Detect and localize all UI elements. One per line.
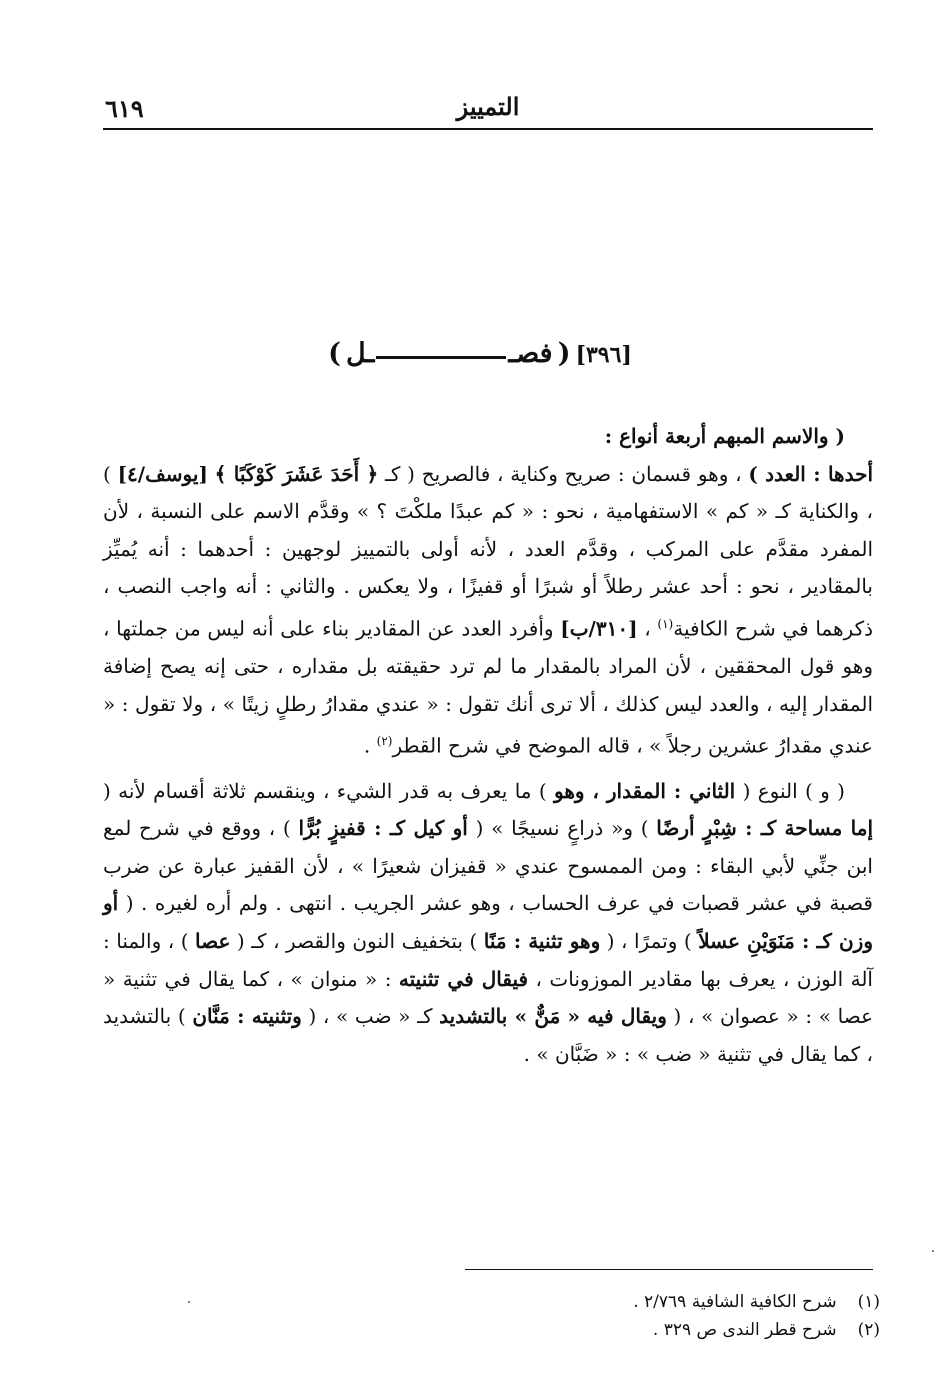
page-number: ٦١٩: [105, 94, 144, 123]
section-heading: [200, 338, 760, 398]
text-run: ) وتمرًا ، (: [600, 929, 699, 954]
footnote-number: (١): [857, 1292, 880, 1312]
footnote-ref-1[interactable]: (١): [657, 616, 674, 631]
main-text: [103, 418, 873, 1073]
text-run: ) ، والمنا : آلة الوزن ، يعرف بها مقادير الموزونات ،: [103, 929, 873, 991]
text-run: ) بالتشديد ، كما يقال في تثنية « ضب » : « ضَبَّان » .: [103, 1004, 873, 1066]
footnote-2: [420, 1316, 880, 1344]
section-title-end: ـل: [346, 338, 375, 369]
section-title-start: فصـ: [508, 338, 553, 369]
bold-phrase: أحدها : العدد ): [748, 461, 873, 486]
bold-phrase: ( والاسم المبهم أربعة أنواع :: [604, 424, 845, 448]
footnote-text: شرح الكافية الشافية ٢/٧٦٩ .: [633, 1292, 837, 1312]
paragraph-measure: [103, 773, 873, 1074]
text-run: ) ما يعرف به قدر الشيء ، وينقسم ثلاثة أقسام لأنه (: [103, 778, 554, 803]
footnote-divider: [465, 1269, 873, 1270]
bold-phrase: عصا: [195, 929, 231, 954]
manuscript-folio: [٣١٠/ب]: [560, 616, 638, 641]
footnotes: [420, 1288, 880, 1344]
kashida-bar: [376, 356, 506, 359]
running-header: [103, 88, 873, 130]
bold-phrase: فيقال في تثنيته: [398, 966, 529, 991]
verse-reference: [يوسف/٤]: [117, 461, 208, 486]
text-run: ) ، ووقع في شرح لمع ابن جنِّي لأبي البقاء : ومن الممسوح عندي « قفيزان شعيرًا » ، لأن القفيز عبارة عن ضرب قصبة في عشر قصبات في عرف الحساب ، وهو عشر الجريب . انتهى . ولم أره لغيره . (: [103, 816, 873, 916]
scan-speck: [188, 1301, 190, 1303]
section-number: [٣٩٦]: [575, 342, 632, 368]
bold-phrase: ويقال فيه « مَنٌّ » بالتشديد: [439, 1004, 667, 1029]
text-run: وأفرد العدد عن المقادير بناء على أنه ليس من جملتها ، وهو قول المحققين ، لأن المراد بالمقدار ما لم ترد حقيقته بل مقداره ، حتى إنه يصح إضافة المقدار إليه ، والعدد ليس كذلك ، ألا ترى أنك تقول : « عندي مقدارُ رطلٍ زيتًا » ، ولا تقول : « عندي مقدارُ عشرين رجلاً » ، قاله الموضح في شرح القطر: [103, 616, 873, 759]
text-run: كـ « ضب » ، (: [301, 1004, 440, 1029]
bold-phrase: الثاني : المقدار ، وهو: [554, 778, 736, 803]
running-title: التمييز: [456, 92, 520, 121]
bold-phrase: وهو تثنية : مَنًا: [483, 929, 601, 954]
text-run: ، وهو قسمان : صريح وكناية ، فالصريح ( كـ: [378, 461, 749, 486]
bold-phrase: إما مساحة كـ : شِبْرٍ أرضًا: [656, 816, 874, 841]
quran-verse: ﴿ أَحَدَ عَشَرَ كَوْكَبًا ﴾: [214, 461, 379, 486]
text-run: ) و« ذراعٍ نسيجًا » (: [467, 816, 657, 841]
text-run: [208, 462, 215, 486]
footnote-text: شرح قطر الندى ص ٣٢٩ .: [652, 1320, 837, 1340]
scan-speck: [932, 1250, 934, 1252]
bold-phrase: أو كيل كـ : قفيزٍ بُرًّا: [298, 816, 468, 841]
text-run: : « منوان » ، كما يقال في تثنية « عصا » : « عصوان » ، (: [103, 966, 874, 1029]
footnote-1: [420, 1288, 880, 1316]
text-run: ( و ) النوع (: [735, 778, 845, 803]
text-run: ) ، والكناية كـ « كم » الاستفهامية ، نحو : « كم عبدًا ملكْتَ ؟ » وقدَّم الاسم على النسبة ، لأن المفرد مقدَّم على المركب ، وقدَّم العدد ، لأنه أولى بالتمييز لوجهين : أحدهما : أنه يُميِّز بالمقادير ، نحو : أحد عشر رطلاً أو شبرًا أو قفيزًا ، ولا يعكس . والثاني : أنه واجب النصب ، ذكرهما في شرح الكافية: [103, 461, 874, 641]
text-run: .: [363, 734, 377, 759]
footnote-ref-2[interactable]: (٢): [376, 734, 393, 749]
section-close-paren: ): [328, 338, 341, 369]
footnote-number: (٢): [857, 1320, 880, 1340]
bold-phrase: وتثنيته : مَنَّان: [192, 1004, 302, 1029]
bold-phrase: أو وزن كـ : مَنَوَيْنِ عسلاً: [103, 891, 873, 954]
text-run: ) بتخفيف النون والقصر ، كـ (: [230, 929, 484, 954]
text-run: ،: [637, 616, 658, 641]
paragraph-number: [103, 456, 873, 766]
paragraph-intro: [103, 418, 873, 456]
section-open-paren: (: [557, 338, 571, 369]
